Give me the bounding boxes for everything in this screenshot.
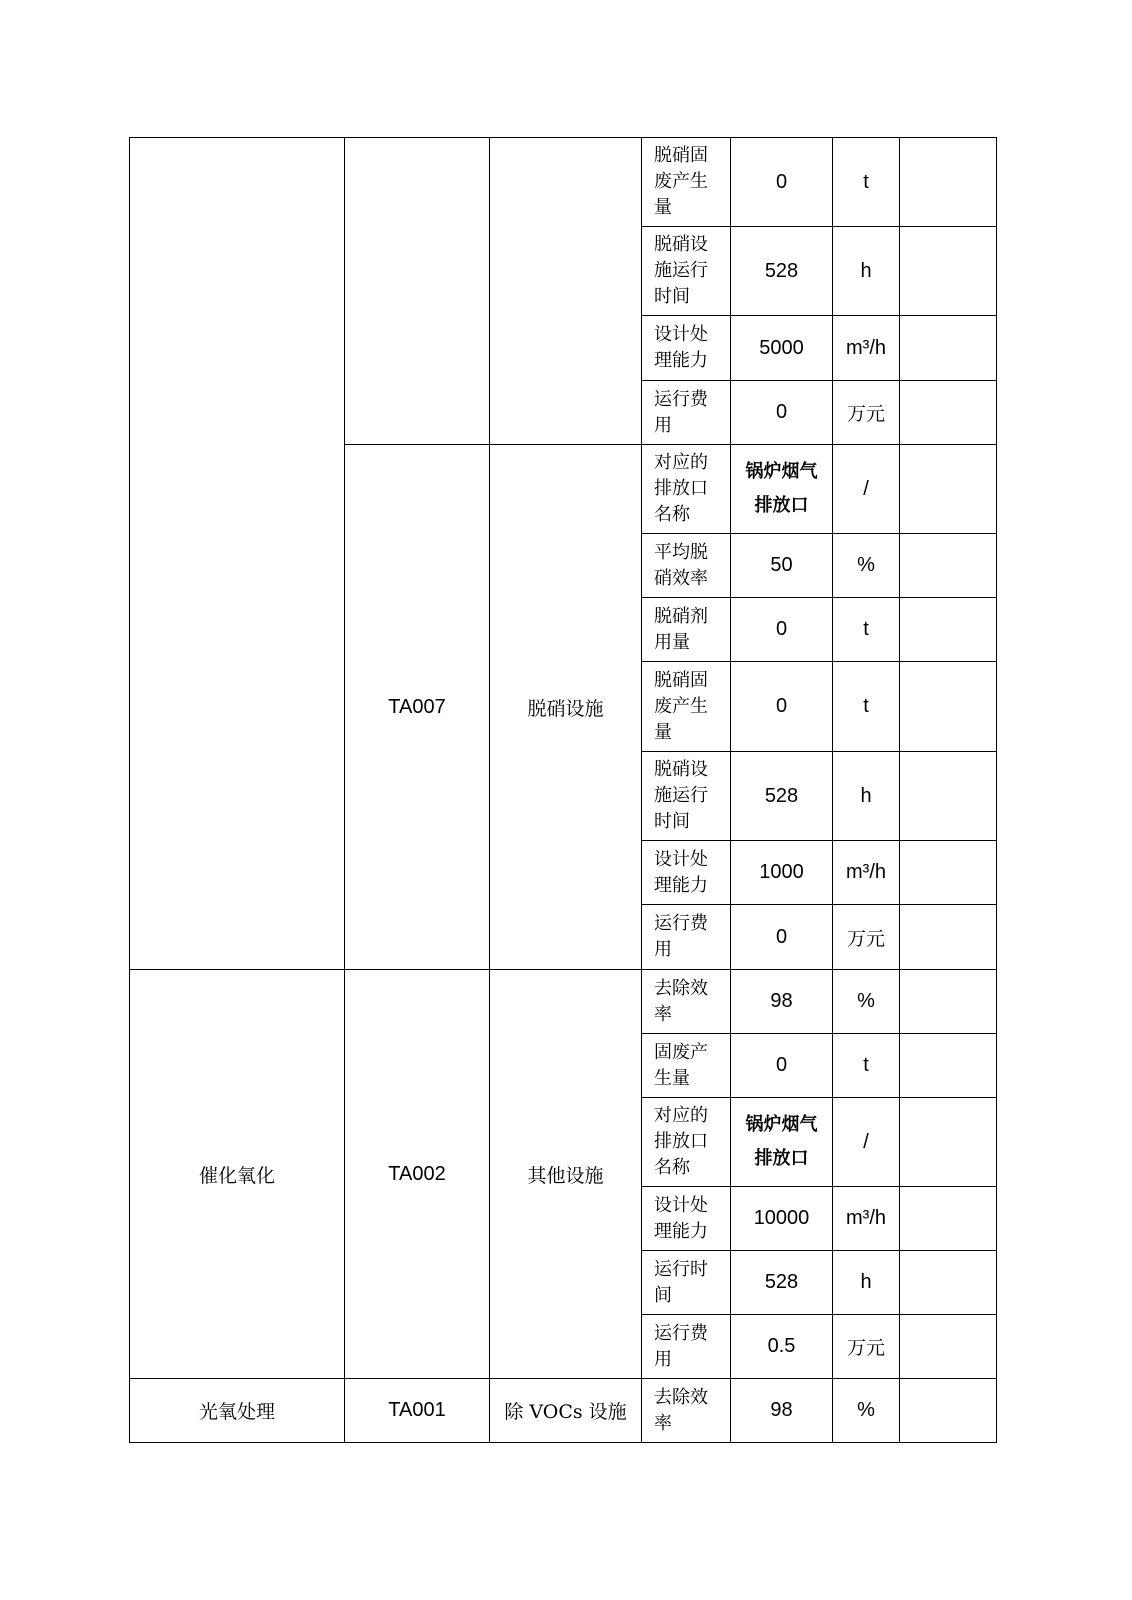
param-unit-cell: m³/h	[833, 1187, 900, 1251]
param-name-cell: 运行费用	[642, 905, 731, 970]
param-unit-cell: h	[833, 1251, 900, 1315]
param-value-cell: 528	[731, 227, 833, 316]
param-unit-cell: t	[833, 598, 900, 662]
facility-code-cell: TA007	[345, 445, 490, 970]
param-name-cell: 设计处理能力	[642, 316, 731, 381]
param-name-cell: 脱硝固废产生量	[642, 138, 731, 227]
param-unit-cell: 万元	[833, 381, 900, 445]
param-unit-cell: t	[833, 662, 900, 752]
remark-cell	[900, 227, 997, 316]
param-unit-cell: %	[833, 1379, 900, 1443]
param-name-cell: 脱硝设施运行时间	[642, 227, 731, 316]
param-value-cell: 0	[731, 598, 833, 662]
param-unit-cell: 万元	[833, 1315, 900, 1379]
param-value-cell: 0	[731, 905, 833, 970]
remark-cell	[900, 316, 997, 381]
param-unit-cell: 万元	[833, 905, 900, 970]
param-name-cell: 设计处理能力	[642, 841, 731, 905]
process-cell	[130, 138, 345, 970]
remark-cell	[900, 1379, 997, 1443]
param-value-cell: 锅炉烟气排放口	[731, 1098, 833, 1187]
remark-cell	[900, 1187, 997, 1251]
param-name-cell: 运行时间	[642, 1251, 731, 1315]
remark-cell	[900, 662, 997, 752]
table-row	[130, 1379, 997, 1443]
param-unit-cell: m³/h	[833, 316, 900, 381]
facility-name-cell: 脱硝设施	[490, 445, 642, 970]
remark-cell	[900, 1098, 997, 1187]
facility-code-cell: TA001	[345, 1379, 490, 1443]
facility-name-cell	[490, 138, 642, 445]
param-value-cell: 528	[731, 1251, 833, 1315]
param-name-cell: 脱硝剂用量	[642, 598, 731, 662]
param-name-cell: 脱硝固废产生量	[642, 662, 731, 752]
param-value-cell: 锅炉烟气排放口	[731, 445, 833, 534]
param-unit-cell: %	[833, 534, 900, 598]
facility-table	[129, 137, 997, 1443]
process-cell: 光氧处理	[130, 1379, 345, 1443]
param-unit-cell: /	[833, 445, 900, 534]
param-name-cell: 平均脱硝效率	[642, 534, 731, 598]
param-value-cell: 0	[731, 1034, 833, 1098]
param-value-cell: 528	[731, 752, 833, 841]
remark-cell	[900, 1251, 997, 1315]
remark-cell	[900, 445, 997, 534]
table-row	[130, 970, 997, 1034]
param-value-cell: 98	[731, 970, 833, 1034]
remark-cell	[900, 752, 997, 841]
facility-name-cell: 其他设施	[490, 970, 642, 1379]
process-cell: 催化氧化	[130, 970, 345, 1379]
param-unit-cell: h	[833, 227, 900, 316]
remark-cell	[900, 905, 997, 970]
facility-name-cell: 除 VOCs 设施	[490, 1379, 642, 1443]
param-unit-cell: t	[833, 1034, 900, 1098]
param-value-cell: 50	[731, 534, 833, 598]
facility-code-cell	[345, 138, 490, 445]
param-unit-cell: h	[833, 752, 900, 841]
param-value-cell: 0	[731, 662, 833, 752]
param-unit-cell: m³/h	[833, 841, 900, 905]
remark-cell	[900, 1315, 997, 1379]
param-name-cell: 运行费用	[642, 381, 731, 445]
param-name-cell: 固废产生量	[642, 1034, 731, 1098]
remark-cell	[900, 1034, 997, 1098]
param-unit-cell: t	[833, 138, 900, 227]
param-name-cell: 对应的排放口名称	[642, 1098, 731, 1187]
remark-cell	[900, 138, 997, 227]
param-name-cell: 去除效率	[642, 1379, 731, 1443]
param-unit-cell: %	[833, 970, 900, 1034]
remark-cell	[900, 970, 997, 1034]
param-unit-cell: /	[833, 1098, 900, 1187]
table-row	[130, 138, 997, 227]
param-value-cell: 1000	[731, 841, 833, 905]
param-name-cell: 脱硝设施运行时间	[642, 752, 731, 841]
remark-cell	[900, 598, 997, 662]
remark-cell	[900, 381, 997, 445]
param-value-cell: 0	[731, 138, 833, 227]
param-name-cell: 设计处理能力	[642, 1187, 731, 1251]
param-name-cell: 运行费用	[642, 1315, 731, 1379]
param-value-cell: 0	[731, 381, 833, 445]
remark-cell	[900, 534, 997, 598]
param-value-cell: 98	[731, 1379, 833, 1443]
param-value-cell: 10000	[731, 1187, 833, 1251]
param-name-cell: 去除效率	[642, 970, 731, 1034]
remark-cell	[900, 841, 997, 905]
param-name-cell: 对应的排放口名称	[642, 445, 731, 534]
param-value-cell: 0.5	[731, 1315, 833, 1379]
facility-code-cell: TA002	[345, 970, 490, 1379]
param-value-cell: 5000	[731, 316, 833, 381]
